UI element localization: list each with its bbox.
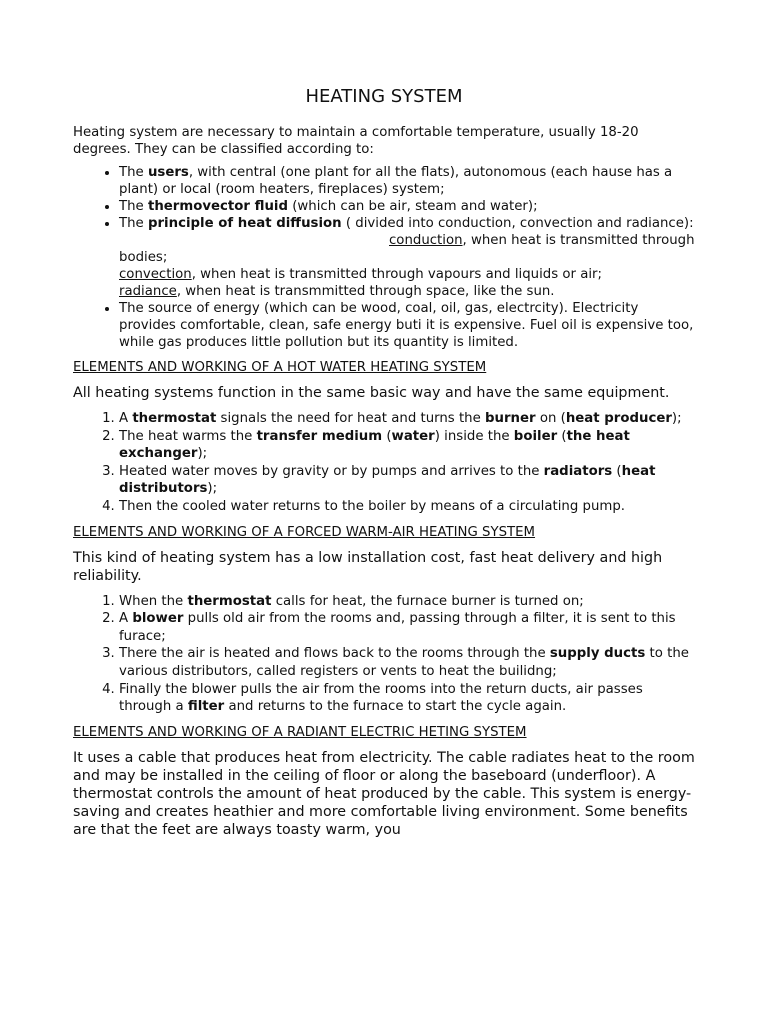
list-item: 3. There the air is heated and flows back to the rooms through the supply ducts to the various distributors, called registers or vents to heat the builidng; [119,645,695,680]
term-users: users [147,165,189,180]
list-item-energy: • The source of energy (which can be wood, coal, oil, gas, electrcity). Electricity provides comfortable, clean, safe energy buti it is expensive. Fuel oil is expensive too, while gas produces little pollution but its quantity is limited. [119,300,695,351]
term-radiance: radiance [119,284,177,299]
list-item-fluid: • The thermovector fluid (which can be air, steam and water); [119,198,695,215]
list-item: 4. Finally the blower pulls the air from the rooms into the return ducts, air passes through a filter and returns to the furnace to start the cycle again. [119,681,695,716]
hot-water-intro: All heating systems function in the same basic way and have the same equipment. [73,385,670,401]
warm-air-steps [73,593,695,716]
intro-paragraph: Heating system are necessary to maintain a comfortable temperature, usually 18-20 degrees. They can be classified according to: [73,125,639,157]
document-body [73,86,695,839]
radiant-paragraph: It uses a cable that produces heat from electricity. The cable radiates heat to the room and may be installed in the ceiling of floor or along the baseboard (underfloor). A thermostat controls the amount of heat produced by the cable. This system is energy-saving and creates heathier and more comfortable living environment. Some benefits are that the feet are always toasty warm, you [73,749,695,838]
term-conduction: conduction [389,233,463,248]
section-heading-radiant: ELEMENTS AND WORKING OF A RADIANT ELECTRIC HETING SYSTEM [73,724,527,740]
term-thermovector-fluid: thermovector fluid [147,199,289,214]
list-item: 1. When the thermostat calls for heat, the furnace burner is turned on; [119,593,695,611]
list-item: 2. The heat warms the transfer medium (water) inside the boiler (the heat exchanger); [119,428,695,463]
list-item-users: • The users, with central (one plant for all the flats), autonomous (each hause has a plant) or local (room heaters, fireplaces) system; [119,164,695,198]
list-item: 4. Then the cooled water returns to the boiler by means of a circulating pump. [119,498,695,516]
term-heat-diffusion: principle of heat diffusion [147,216,342,231]
list-item: 3. Heated water moves by gravity or by pumps and arrives to the radiators (heat distributors); [119,463,695,498]
section-heading-warm-air: ELEMENTS AND WORKING OF A FORCED WARM-AIR HEATING SYSTEM [73,524,536,540]
list-item: 2. A blower pulls old air from the rooms and, passing through a filter, it is sent to this furace; [119,610,695,645]
classification-list [73,164,695,351]
hot-water-steps [73,410,695,516]
page-title: HEATING SYSTEM [305,86,463,107]
warm-air-intro: This kind of heating system has a low installation cost, fast heat delivery and high reliability. [73,549,663,584]
list-item-diffusion: • The principle of heat diffusion ( divided into conduction, convection and radiance):conduction, when heat is transmitted through bodies; convection, when heat is transmitted through vapours and liquids or air; radiance, when heat is transmmitted through space, like the sun. [119,215,695,300]
list-item: 1. A thermostat signals the need for heat and turns the burner on (heat producer); [119,410,695,428]
section-heading-hot-water: ELEMENTS AND WORKING OF A HOT WATER HEATING SYSTEM [73,360,487,375]
term-convection: convection [119,267,192,282]
